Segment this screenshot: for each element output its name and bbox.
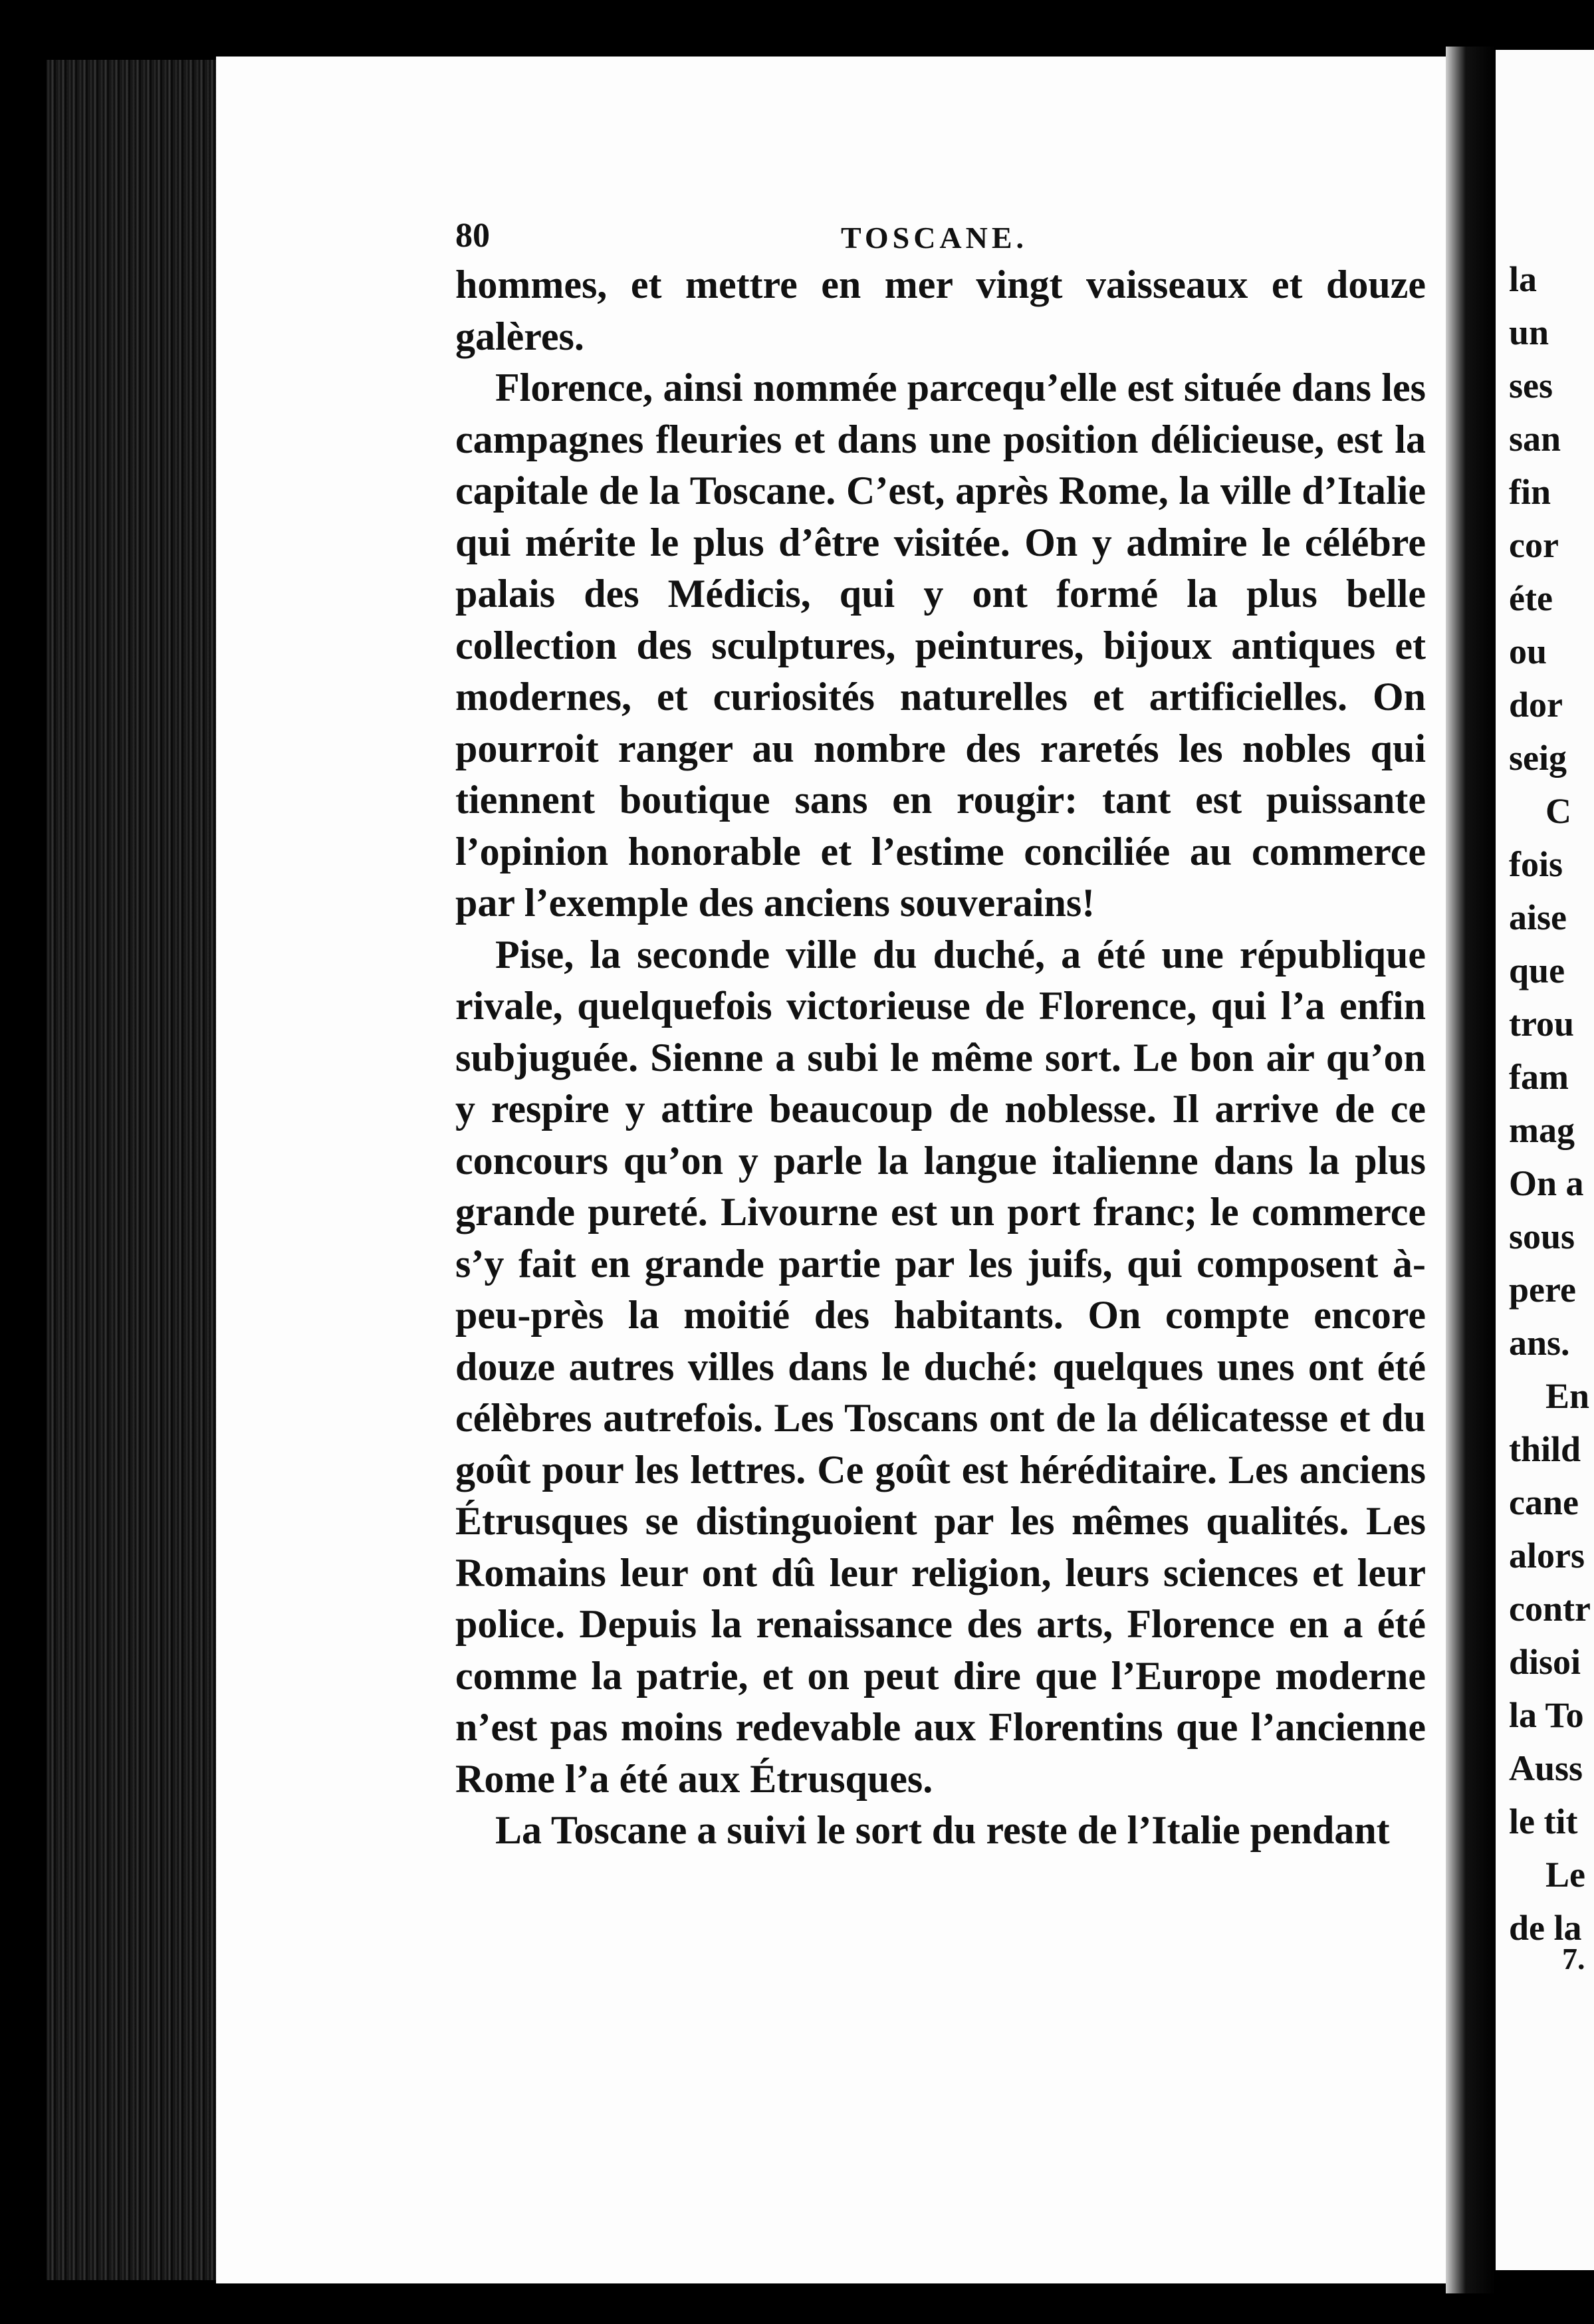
facing-page-line: mag <box>1509 1110 1575 1150</box>
facing-page-line: ou <box>1509 632 1547 671</box>
facing-page-line: En <box>1545 1376 1590 1416</box>
facing-page-line: que <box>1509 951 1565 990</box>
facing-page-line: alors <box>1509 1536 1585 1575</box>
facing-page-line: fin <box>1509 472 1551 512</box>
facing-page-line: fam <box>1509 1057 1569 1097</box>
facing-page-fragment <box>1496 50 1594 2270</box>
paragraph-1: hommes, et mettre en mer vingt vaisseaux et douze galères. <box>455 263 1426 358</box>
facing-page-line: C <box>1545 791 1571 831</box>
running-title: TOSCANE. <box>841 221 1028 255</box>
page-body <box>455 259 1426 1857</box>
facing-page-line: de la <box>1509 1908 1582 1948</box>
facing-page-line: On a <box>1509 1163 1584 1203</box>
facing-page-line: sous <box>1509 1217 1575 1256</box>
facing-page-line: ses <box>1509 366 1553 406</box>
facing-page-line: fois <box>1509 844 1563 884</box>
facing-page-line: la <box>1509 259 1537 299</box>
page-number: 80 <box>455 217 490 255</box>
page-header <box>455 216 1432 263</box>
facing-page-line: cor <box>1509 525 1559 565</box>
paragraph-4: La Toscane a suivi le sort du reste de l’Italie pendant <box>495 1808 1390 1852</box>
facing-page-signature: 7. <box>1562 1942 1585 1976</box>
facing-page-line: thild <box>1509 1429 1581 1469</box>
paragraph-2: Florence, ainsi nommée parcequ’elle est située dans les campagnes fleuries et dans une position délicieuse, est la capitale de la Toscane. C’est, après Rome, la ville d’Italie qui mérite le plus d’être visitée. On y admire le célébre palais des Médicis, qui y ont formé la plus belle collection des sculptures, peintures, bijoux antiques et modernes, et curiosités naturelles et artificielles. On pourroit ranger au nombre des raretés les nobles qui tiennent boutique sans en rougir: tant est puissante l’opinion honorable et l’estime conciliée au commerce par l’exemple des anciens souverains! <box>455 366 1426 925</box>
book-page-edges <box>47 60 216 2280</box>
facing-page-line: dor <box>1509 685 1563 725</box>
facing-page-line: disoi <box>1509 1642 1581 1682</box>
paragraph-3: Pise, la seconde ville du duché, a été une république rivale, quelquefois victorieuse de Florence, qui l’a enfin subjuguée. Sienne a subi le même sort. Le bon air qu’on y respire y attire beaucoup de noblesse. Il arrive de ce concours qu’on y parle la langue italienne dans la plus grande pureté. Livourne est un port franc; le commerce s’y fait en grande partie par les juifs, qui composent à-peu-près la moitié des habitants. On compte encore douze autres villes dans le duché: quelques unes ont été célèbres autrefois. Les Toscans ont de la délicatesse et du goût pour les lettres. Ce goût est héréditaire. Les anciens Étrusques se distinguoient par les mêmes qualités. Les Romains leur ont dû leur religion, leurs sciences et leur police. Depuis la renaissance des arts, Florence en a été comme la patrie, et on peut dire que l’Europe moderne n’est pas moins redevable aux Florentins que l’ancienne Rome l’a été aux Étrusques. <box>455 932 1426 1801</box>
facing-page-line: seig <box>1509 738 1567 778</box>
facing-page-line: ans. <box>1509 1323 1570 1363</box>
facing-page-line: aise <box>1509 897 1567 937</box>
facing-page-line: trou <box>1509 1004 1575 1044</box>
facing-page-line: la To <box>1509 1695 1584 1735</box>
page-gutter-shadow <box>1446 47 1496 2293</box>
facing-page-line: éte <box>1509 578 1553 618</box>
facing-page-line: pere <box>1509 1270 1576 1310</box>
facing-page-lines <box>1509 253 1594 1954</box>
facing-page-line: san <box>1509 419 1561 459</box>
facing-page-line: contr <box>1509 1589 1591 1629</box>
facing-page-line: cane <box>1509 1482 1579 1522</box>
facing-page-line: Auss <box>1509 1748 1583 1788</box>
facing-page-line: Le <box>1545 1855 1585 1895</box>
facing-page-line: un <box>1509 312 1549 352</box>
facing-page-line: le tit <box>1509 1801 1578 1841</box>
